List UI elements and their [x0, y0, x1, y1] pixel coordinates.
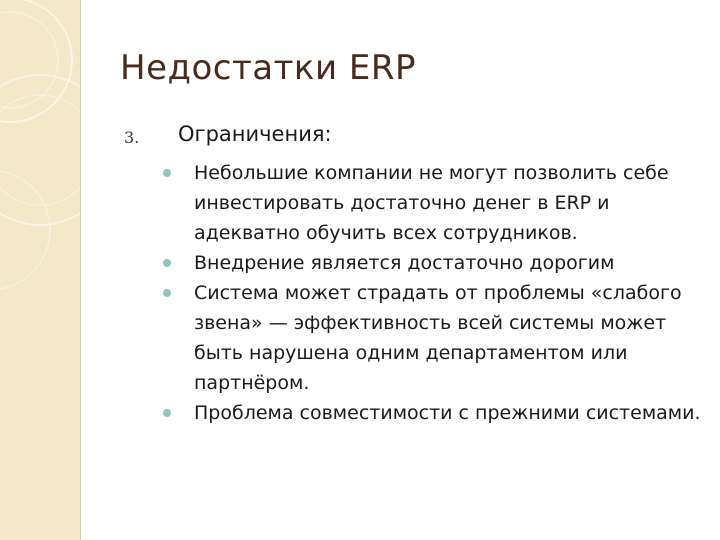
bullet-text: Внедрение является достаточно дорогим: [194, 252, 615, 274]
bullet-item: [163, 248, 703, 278]
bullet-text: Система может страдать от проблемы «слабого звена» — эффективность всей системы может быть нарушена одним департаментом или партнёром.: [194, 282, 682, 394]
bullet-dot-icon: [163, 289, 171, 297]
bullet-item: [163, 398, 703, 428]
side-divider: [80, 0, 81, 540]
bullet-dot-icon: [163, 409, 171, 417]
decorative-circles: [0, 0, 80, 540]
list-number: 3.: [124, 128, 140, 147]
bullet-item: [163, 278, 703, 398]
slide-title: Недостатки ERP: [120, 48, 416, 88]
bullet-list: [163, 158, 703, 428]
decorative-side-band: [0, 0, 80, 540]
bullet-item: [163, 158, 703, 248]
bullet-text: Проблема совместимости с прежними системами.: [194, 402, 701, 424]
section-heading: Ограничения:: [178, 122, 332, 146]
bullet-text: Небольшие компании не могут позволить себе инвестировать достаточно денег в ERP и адекватно обучить всех сотрудников.: [194, 162, 669, 244]
bullet-dot-icon: [163, 169, 171, 177]
bullet-dot-icon: [163, 259, 171, 267]
